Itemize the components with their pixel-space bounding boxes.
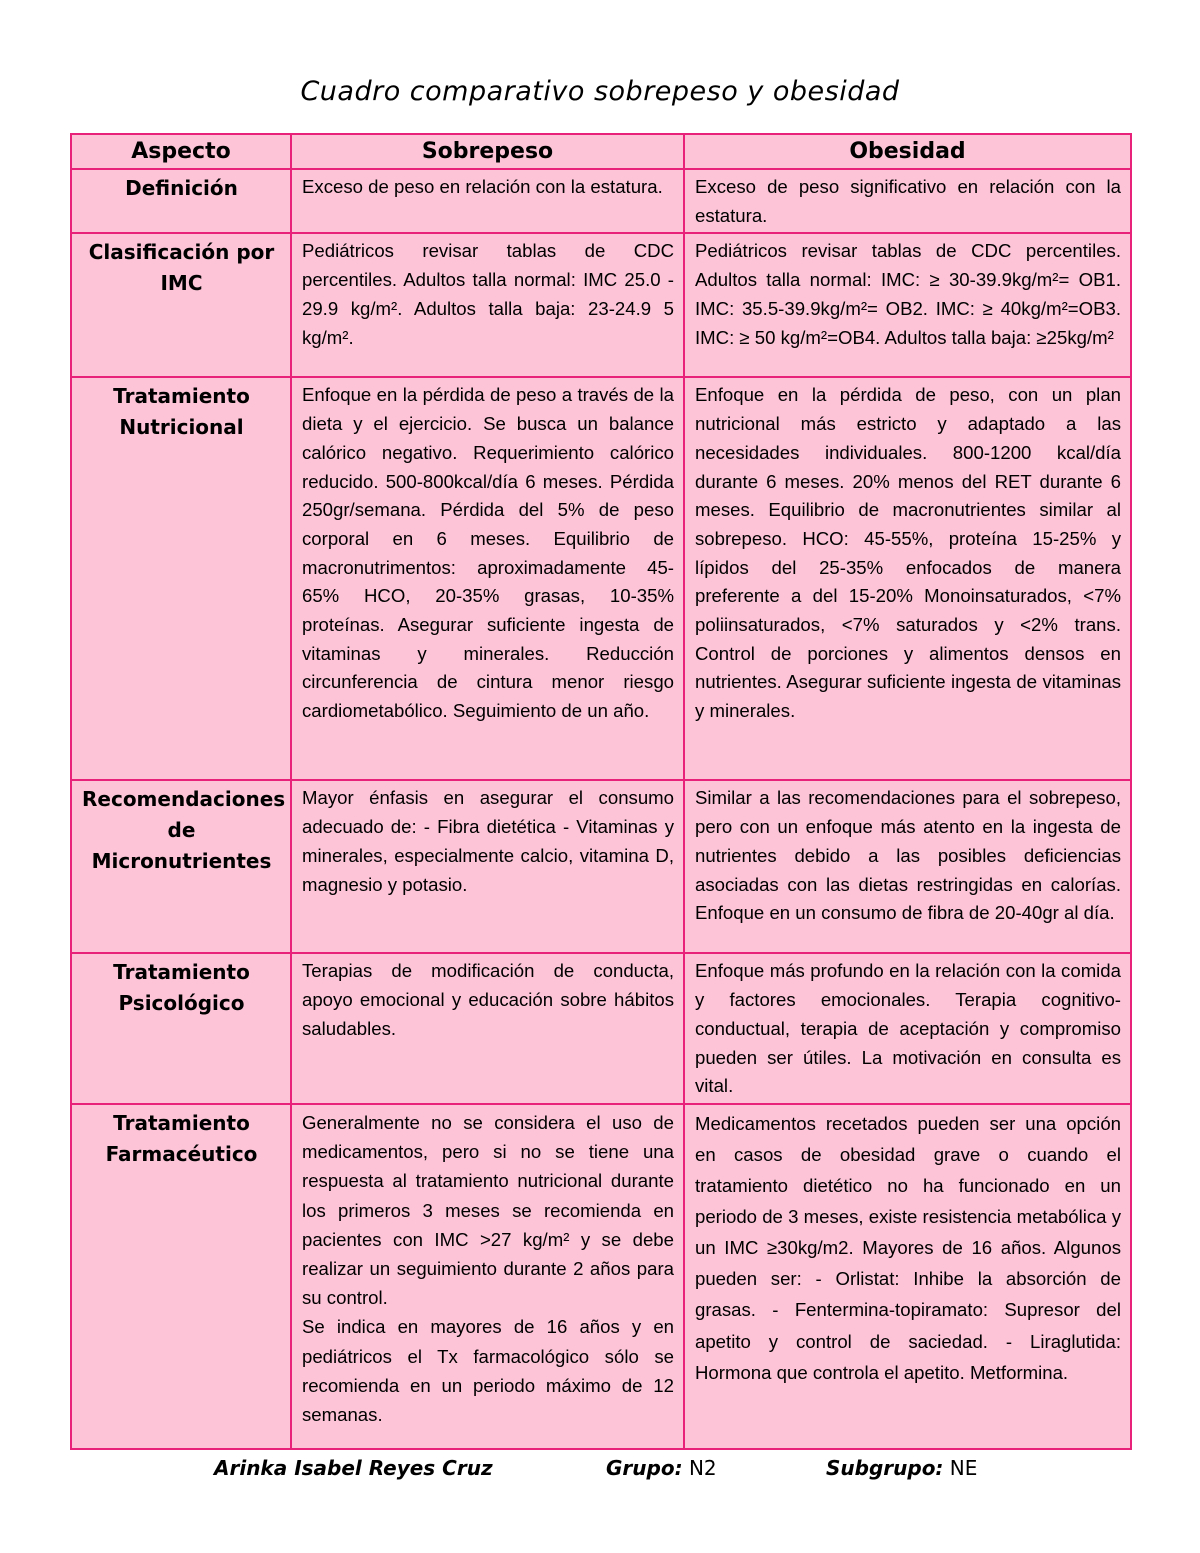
subgroup-field <box>826 1456 977 1480</box>
cell-text: Similar a las recomendaciones para el sobrepeso, pero con un enfoque más atento en la ingesta de nutrientes debido a las posibles deficiencias asociadas con las dietas restringidas en calorías. Enfoque en un consumo de fibra de 20-40gr al día. <box>695 787 1121 924</box>
header-obesidad: Obesidad <box>684 134 1131 169</box>
sobrepeso-cell <box>291 1104 684 1449</box>
row-definicion <box>71 169 1131 233</box>
aspect-label: Tratamiento Farmacéutico <box>71 1104 291 1449</box>
sobrepeso-cell <box>291 169 684 233</box>
sobrepeso-cell <box>291 377 684 780</box>
obesidad-cell <box>684 377 1131 780</box>
obesidad-cell <box>684 169 1131 233</box>
group-value: N2 <box>688 1456 717 1480</box>
row-tratamiento-farmaceutico <box>71 1104 1131 1449</box>
row-clasificacion-imc <box>71 233 1131 377</box>
aspect-label: Definición <box>71 169 291 233</box>
header-sobrepeso: Sobrepeso <box>291 134 684 169</box>
cell-text: Pediátricos revisar tablas de CDC percentiles. Adultos talla normal: IMC 25.0 - 29.9 kg/m². Adultos talla baja: 23-24.9 5 kg/m². <box>302 240 674 348</box>
cell-text: Generalmente no se considera el uso de medicamentos, pero si no se tiene una respuesta al tratamiento nutricional durante los primeros 3 meses se recomienda en pacientes con IMC >27 kg/m² y se debe realizar un seguimiento durante 2 años para su control. <box>302 1111 674 1309</box>
document-title: Cuadro comparativo sobrepeso y obesidad <box>300 76 900 107</box>
obesidad-cell <box>684 1104 1131 1449</box>
sobrepeso-cell <box>291 233 684 377</box>
sobrepeso-cell <box>291 780 684 953</box>
cell-text: Pediátricos revisar tablas de CDC percentiles. Adultos talla normal: IMC: ≥ 30-39.9kg/m²= OB1. IMC: 35.5-39.9kg/m²= OB2. IMC: ≥ 40kg/m²=OB3. IMC: ≥ 50 kg/m²=OB4. Adultos talla baja: ≥25kg/m² <box>695 240 1121 348</box>
footer <box>0 1456 1200 1486</box>
aspect-label: Tratamiento Psicológico <box>71 953 291 1104</box>
row-tratamiento-nutricional <box>71 377 1131 780</box>
author-text: Arinka Isabel Reyes Cruz <box>214 1456 493 1480</box>
subgroup-label: Subgrupo: <box>826 1456 944 1480</box>
cell-text: Terapias de modificación de conducta, apoyo emocional y educación sobre hábitos saludables. <box>302 960 674 1039</box>
cell-text: Enfoque en la pérdida de peso, con un plan nutricional más estricto y adaptado a las necesidades individuales. 800-1200 kcal/día durante 6 meses. 20% menos del RET durante 6 meses. Equilibrio de macronutrientes similar al sobrepeso. HCO: 45-55%, proteína 15-25% y lípidos del 25-35% enfocados de manera preferente a del 15-20% Monoinsaturados, <7% poliinsaturados, <7% saturados y <2% trans. Control de porciones y alimentos densos en nutrientes. Asegurar suficiente ingesta de vitaminas y minerales. <box>695 384 1121 722</box>
cell-text: Exceso de peso en relación con la estatura. <box>302 176 663 197</box>
cell-text: Enfoque en la pérdida de peso a través de la dieta y el ejercicio. Se busca un balance calórico negativo. Requerimiento calórico reducido. 500-800kcal/día 6 meses. Pérdida 250gr/semana. Pérdida del 5% de peso corporal en 6 meses. Equilibrio de macronutrimentos: aproximadamente 45-65% HCO, 20-35% grasas, 10-35% proteínas. Asegurar suficiente ingesta de vitaminas y minerales. Reducción circunferencia de cintura menor riesgo cardiometabólico. Seguimiento de un año. <box>302 384 674 722</box>
comparison-table <box>70 133 1132 1450</box>
obesidad-cell <box>684 953 1131 1104</box>
obesidad-cell <box>684 233 1131 377</box>
cell-text: Exceso de peso significativo en relación con la estatura. <box>695 176 1121 226</box>
group-label: Grupo: <box>606 1456 683 1480</box>
header-row <box>71 134 1131 169</box>
row-tratamiento-psicologico <box>71 953 1131 1104</box>
aspect-label: Recomendaciones de Micronutrientes <box>71 780 291 953</box>
cell-text: Mayor énfasis en asegurar el consumo adecuado de: - Fibra dietética - Vitaminas y minerales, especialmente calcio, vitamina D, magnesio y potasio. <box>302 787 674 895</box>
cell-text: Se indica en mayores de 16 años y en pediátricos el Tx farmacológico sólo se recomienda en un periodo máximo de 12 semanas. <box>302 1316 674 1425</box>
aspect-label: Tratamiento Nutricional <box>71 377 291 780</box>
sobrepeso-cell <box>291 953 684 1104</box>
row-micronutrientes <box>71 780 1131 953</box>
cell-text: Enfoque más profundo en la relación con la comida y factores emocionales. Terapia cognitivo-conductual, terapia de aceptación y compromiso pueden ser útiles. La motivación en consulta es vital. <box>695 960 1121 1097</box>
header-aspecto: Aspecto <box>71 134 291 169</box>
group-field <box>606 1456 717 1480</box>
subgroup-value: NE <box>949 1456 978 1480</box>
obesidad-cell <box>684 780 1131 953</box>
aspect-label: Clasificación por IMC <box>71 233 291 377</box>
cell-text: Medicamentos recetados pueden ser una opción en casos de obesidad grave o cuando el tratamiento dietético no ha funcionado en un periodo de 3 meses, existe resistencia metabólica y un IMC ≥30kg/m2. Mayores de 16 años. Algunos pueden ser: - Orlistat: Inhibe la absorción de grasas. - Fentermina-topiramato: Supresor del apetito y control de saciedad. - Liraglutida: Hormona que controla el apetito. Metformina. <box>695 1112 1121 1383</box>
author-name <box>214 1456 493 1480</box>
